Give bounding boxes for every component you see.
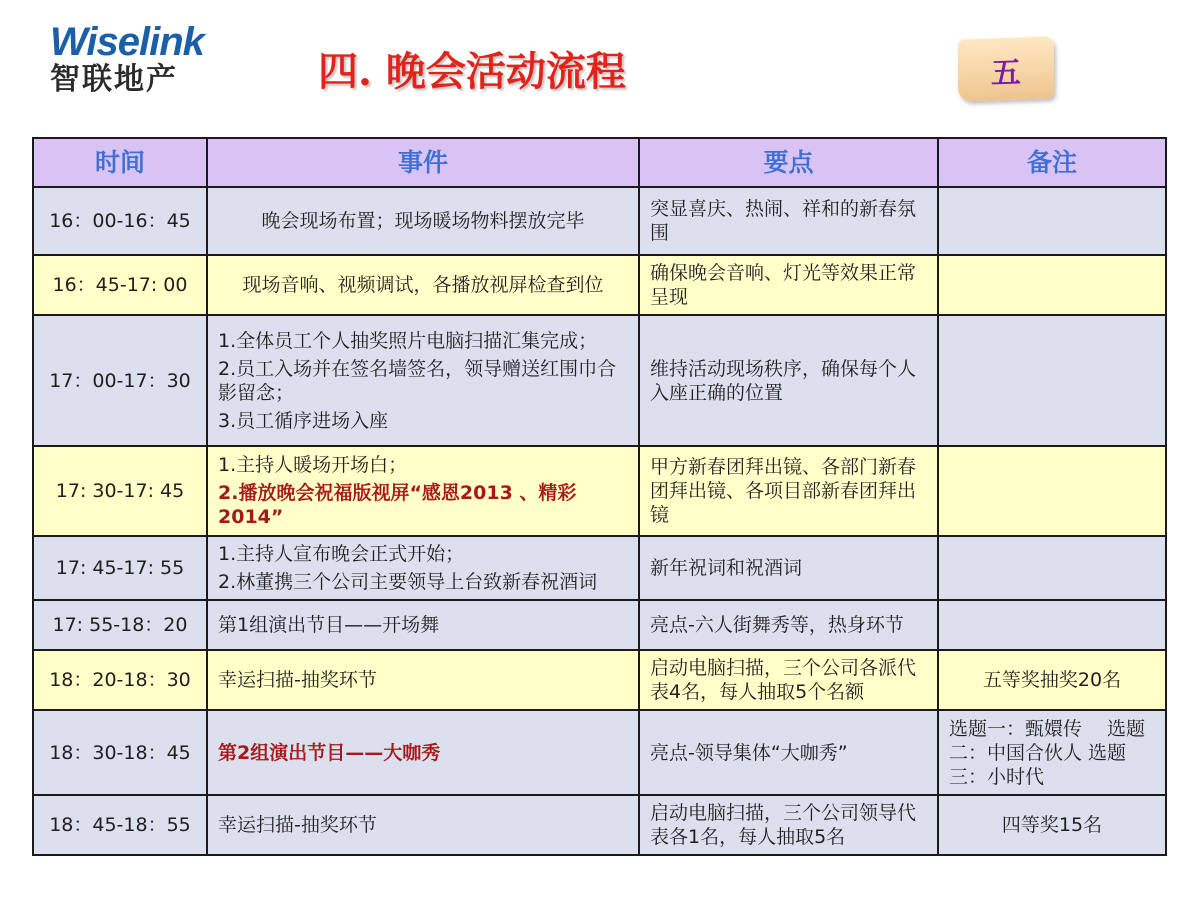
- company-logo: [50, 22, 210, 102]
- header-time: 时间: [33, 138, 207, 187]
- header-event: 事件: [207, 138, 639, 187]
- event-line: 幸运扫描-抽奖环节: [218, 669, 377, 691]
- header-point: 要点: [639, 138, 938, 187]
- table-row: [33, 255, 1166, 315]
- cell-time: 17: 45-17: 55: [33, 536, 207, 600]
- page-title: 四. 晚会活动流程: [318, 48, 626, 95]
- event-line: 2.林董携三个公司主要领导上台致新春祝酒词: [218, 571, 598, 593]
- cell-point: 维持活动现场秩序，确保每个人入座正确的位置: [639, 315, 938, 446]
- cell-time: 16：00-16：45: [33, 187, 207, 255]
- cell-point: 新年祝词和祝酒词: [639, 536, 938, 600]
- cell-event: [207, 795, 639, 855]
- cell-event: [207, 710, 639, 795]
- cell-event: [207, 650, 639, 710]
- header-note: 备注: [938, 138, 1166, 187]
- cell-note: [938, 600, 1166, 650]
- table-row: [33, 650, 1166, 710]
- cell-point: 确保晚会音响、灯光等效果正常呈现: [639, 255, 938, 315]
- cell-time: 18：45-18：55: [33, 795, 207, 855]
- logo-english: Wiselink: [50, 20, 204, 64]
- cell-time: 16：45-17: 00: [33, 255, 207, 315]
- cell-time: 17：00-17：30: [33, 315, 207, 446]
- cell-time: 18：20-18：30: [33, 650, 207, 710]
- table-row: [33, 187, 1166, 255]
- cell-note: 选题一：甄嬛传 选题二：中国合伙人 选题三：小时代: [938, 710, 1166, 795]
- event-line: 1.全体员工个人抽奖照片电脑扫描汇集完成；: [218, 329, 598, 352]
- cell-event: [207, 315, 639, 446]
- cell-point: 启动电脑扫描，三个公司领导代表各1名，每人抽取5名: [639, 795, 938, 855]
- table-row: [33, 710, 1166, 795]
- cell-time: 18：30-18：45: [33, 710, 207, 795]
- event-line: 3.员工循序进场入座: [218, 409, 389, 432]
- cell-point: 亮点-六人街舞秀等，热身环节: [639, 600, 938, 650]
- cell-point: 启动电脑扫描，三个公司各派代表4名，每人抽取5个名额: [639, 650, 938, 710]
- schedule-table: [32, 137, 1167, 856]
- event-line: 晚会现场布置；现场暖场物料摆放完毕: [261, 210, 585, 232]
- cell-event: [207, 446, 639, 536]
- cell-event: [207, 187, 639, 255]
- event-line: 现场音响、视频调试，各播放视屏检查到位: [242, 274, 604, 296]
- cell-time: 17: 30-17: 45: [33, 446, 207, 536]
- cell-point: 突显喜庆、热闹、祥和的新春氛围: [639, 187, 938, 255]
- logo-chinese: 智联地产: [50, 62, 178, 97]
- event-line: 1.主持人宣布晚会正式开始；: [218, 543, 465, 565]
- cell-note: [938, 536, 1166, 600]
- cell-event: [207, 600, 639, 650]
- cell-note: [938, 255, 1166, 315]
- table-row: [33, 315, 1166, 446]
- table-row: [33, 446, 1166, 536]
- event-line: 第1组演出节目——开场舞: [218, 614, 440, 636]
- section-badge: [958, 36, 1054, 101]
- cell-event: [207, 536, 639, 600]
- cell-note: [938, 446, 1166, 536]
- cell-point: 亮点-领导集体“大咖秀”: [639, 710, 938, 795]
- table-row: [33, 600, 1166, 650]
- cell-note: [938, 315, 1166, 446]
- event-line: 幸运扫描-抽奖环节: [218, 814, 377, 836]
- table-row: [33, 536, 1166, 600]
- event-line-highlight: 第2组演出节目——大咖秀: [218, 741, 441, 764]
- cell-note: 四等奖15名: [938, 795, 1166, 855]
- cell-time: 17: 55-18：20: [33, 600, 207, 650]
- event-line: 1.主持人暖场开场白；: [218, 454, 408, 476]
- event-line-highlight: 2.播放晚会祝福版视屏“感恩2013 、精彩2014”: [218, 482, 577, 528]
- cell-note: 五等奖抽奖20名: [938, 650, 1166, 710]
- event-line: 2.员工入场并在签名墙签名，领导赠送红围巾合影留念；: [218, 357, 617, 404]
- table-row: [33, 795, 1166, 855]
- cell-note: [938, 187, 1166, 255]
- cell-point: 甲方新春团拜出镜、各部门新春团拜出镜、各项目部新春团拜出镜: [639, 446, 938, 536]
- table-header-row: [33, 138, 1166, 187]
- cell-event: [207, 255, 639, 315]
- section-badge-label: 五: [991, 55, 1021, 92]
